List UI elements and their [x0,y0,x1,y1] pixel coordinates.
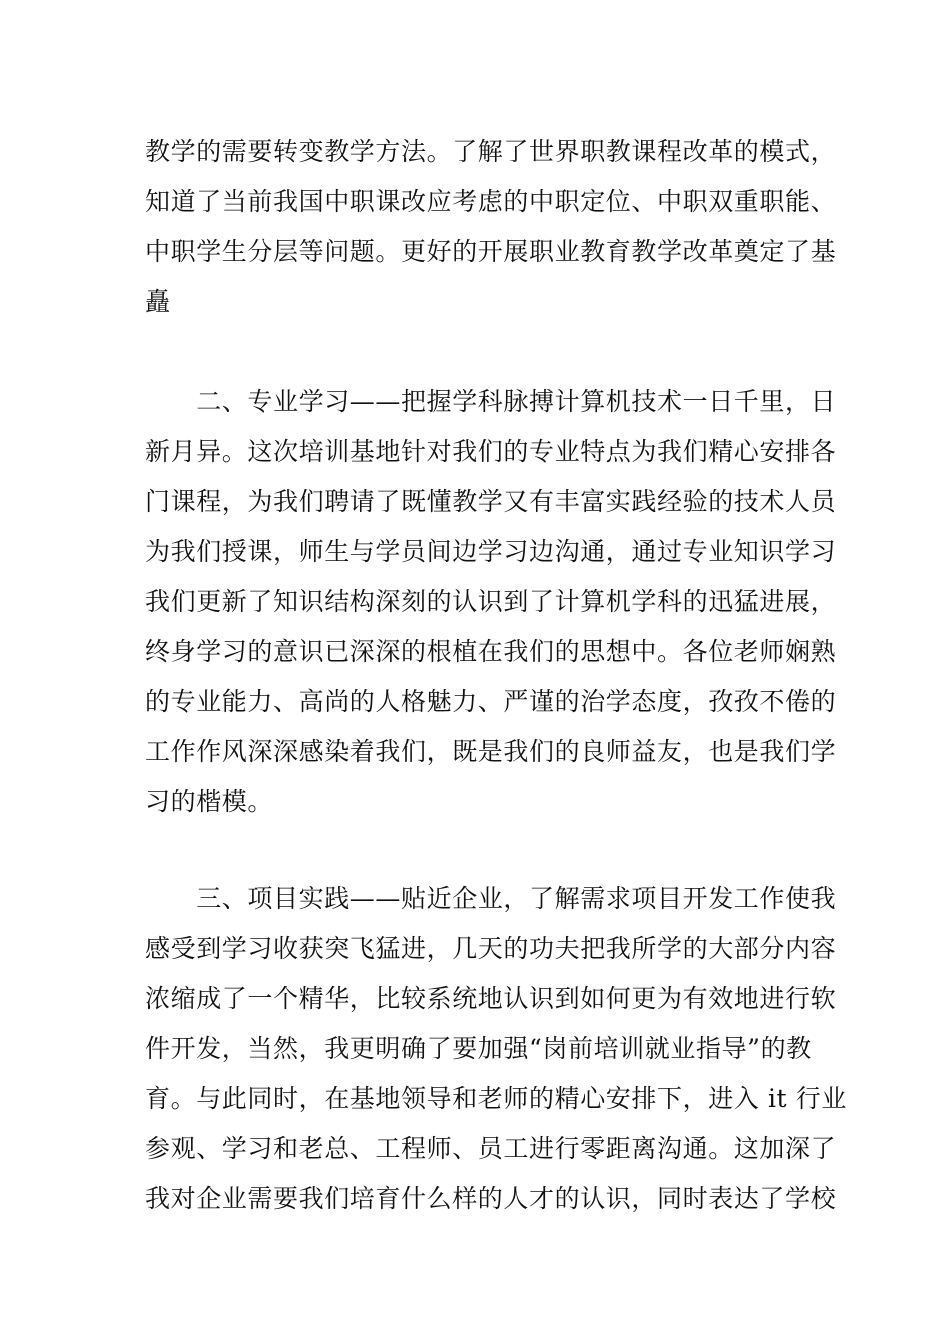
text-line: 教学的需要转变教学方法。了解了世界职教课程改革的模式， [145,137,837,166]
text-line: 终身学习的意识已深深的根植在我们的思想中。各位老师娴熟 [145,637,837,666]
text-line: 矗 [145,287,171,316]
text-line: 新月异。这次培训基地针对我们的专业特点为我们精心安排各 [145,437,837,466]
text-line: 浓缩成了一个精华，比较系统地认识到如何更为有效地进行软 [145,984,837,1013]
text-line: 我们更新了知识结构深刻的认识到了计算机学科的迅猛进展， [145,587,837,616]
text-line: 知道了当前我国中职课改应考虑的中职定位、中职双重职能、 [145,187,837,216]
text-line: 中职学生分层等问题。更好的开展职业教育教学改革奠定了基 [145,237,837,266]
text-line: 习的楷模。 [145,787,274,816]
text-line: 门课程，为我们聘请了既懂教学又有丰富实践经验的技术人员 [145,487,837,516]
text-line: 工作作风深深感染着我们，既是我们的良师益友，也是我们学 [145,737,837,766]
paragraph-professional-study [145,377,837,827]
text-line: 感受到学习收获突飞猛进，几天的功夫把我所学的大部分内容 [145,934,837,963]
text-line: 育。与此同时，在基地领导和老师的精心安排下，进入 it 行业 [145,1084,847,1113]
text-line: 的专业能力、高尚的人格魅力、严谨的治学态度，孜孜不倦的 [145,687,837,716]
text-line: 三、项目实践——贴近企业，了解需求项目开发工作使我 [145,884,837,913]
text-line: 件开发，当然，我更明确了要加强“岗前培训就业指导”的教 [145,1034,812,1063]
text-line: 为我们授课，师生与学员间边学习边沟通，通过专业知识学习 [145,537,837,566]
text-line: 二、专业学习——把握学科脉搏计算机技术一日千里，日 [145,387,837,416]
paragraph-project-practice [145,874,847,1224]
text-line: 参观、学习和老总、工程师、员工进行零距离沟通。这加深了 [145,1134,837,1163]
paragraph-teaching-reform [145,127,837,327]
text-line: 我对企业需要我们培育什么样的人才的认识，同时表达了学校 [145,1184,837,1213]
